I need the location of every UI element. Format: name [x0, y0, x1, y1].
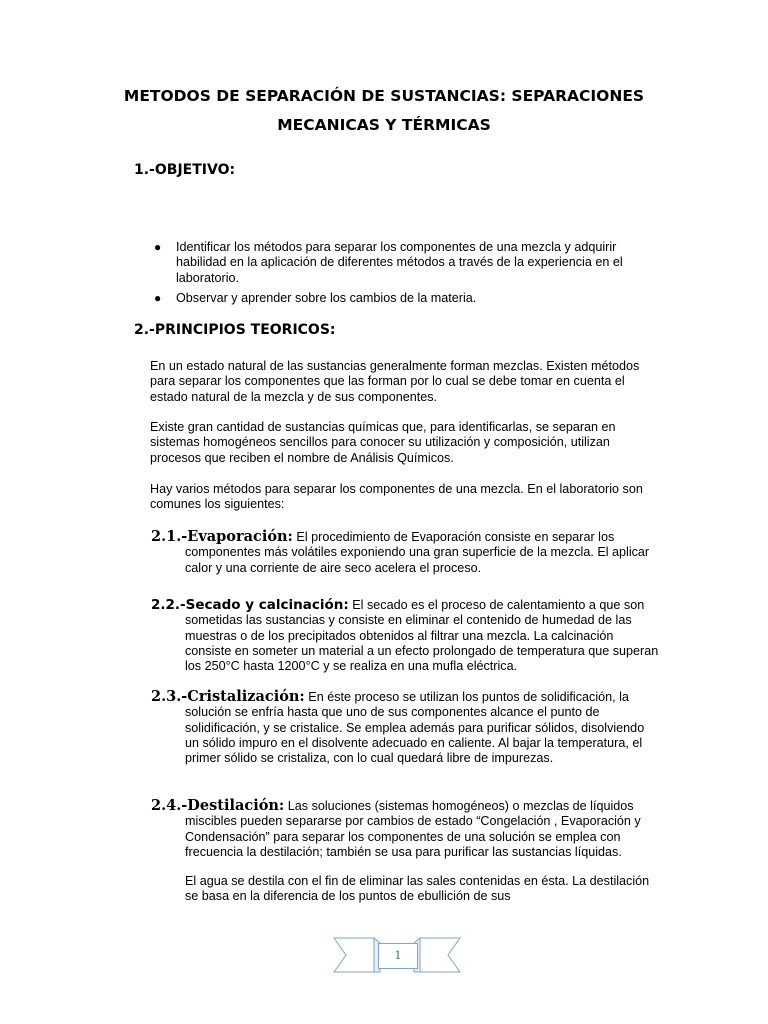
subsection-heading: 2.3.-Cristalización: — [151, 688, 305, 705]
paragraph: En un estado natural de las sustancias generalmente forman mezclas. Existen métodos para separar los componentes que las forman por lo cual se debe tomar en cuenta el estado natural de la mezcla y de sus componentes. — [150, 359, 640, 404]
subsection-body: sometidas las sustancias y consiste en eliminar el contenido de humedad de las muestras o de los precipitados obtenidos al filtrar una mezcla. La calcinación consiste en someter un material a un efecto prolongado de temperatura que superan los 250°C hasta 1200°C y se realiza en una mufla eléctrica. — [185, 613, 659, 674]
subsection-secado — [151, 598, 661, 674]
subsection-body: solución se enfría hasta que uno de sus componentes alcance el punto de solidificación, y se cristalice. Se emplea además para purificar sólidos, disolviendo un sólido impuro en el disolvente adecuado en caliente. Al bajar la temperatura, el primer sólido se cristaliza, con lo cual quedará libre de impurezas. — [185, 705, 645, 766]
bullet-text: Identificar los métodos para separar los componentes de una mezcla y adquirir habilidad en la aplicación de diferentes métodos a través de la experiencia en el laboratorio. — [176, 240, 623, 285]
subsection-body: componentes más volátiles exponiendo una gran superficie de la mezcla. El aplicar calor y una corriente de aire seco acelera el proceso. — [185, 545, 650, 575]
subsection-body: miscibles pueden separarse por cambios de estado “Congelación , Evaporación y Condensación” para separar los componentes de una solución se emplea con frecuencia la destilación; también se usa para purificar las sustancias líquidas. — [185, 814, 641, 859]
subsection-cristalizacion — [151, 689, 661, 766]
bullet-icon: ● — [154, 291, 162, 305]
section-heading-objetivo: 1.-OBJETIVO: — [134, 162, 236, 178]
subsection-first-line: El secado es el proceso de calentamiento a que son — [352, 598, 645, 612]
subsection-heading: 2.4.-Destilación: — [151, 797, 285, 814]
document-title — [90, 82, 678, 140]
bullet-icon: ● — [154, 240, 162, 254]
subsection-evaporacion — [151, 529, 661, 576]
bullet-item — [150, 291, 650, 307]
subsection-first-line: En éste proceso se utilizan los puntos de solidificación, la — [308, 690, 629, 704]
subsection-first-line: Las soluciones (sistemas homogéneos) o mezclas de líquidos — [287, 799, 634, 813]
subsection-first-line: El procedimiento de Evaporación consiste en separar los — [296, 530, 615, 544]
subsection-body-extra: El agua se destila con el fin de eliminar las sales contenidas en ésta. La destilación se basa en la diferencia de los puntos de ebullición de sus — [185, 874, 650, 904]
section-heading-principios: 2.-PRINCIPIOS TEORICOS: — [134, 322, 336, 338]
subsection-heading: 2.2.-Secado y calcinación: — [151, 597, 349, 613]
bullet-item — [150, 240, 650, 286]
subsection-heading: 2.1.-Evaporación: — [151, 528, 293, 545]
paragraph: Hay varios métodos para separar los componentes de una mezcla. En el laboratorio son comunes los siguientes: — [150, 482, 643, 512]
title-line-1: METODOS DE SEPARACIÓN DE SUSTANCIAS: SEPARACIONES — [123, 87, 645, 105]
bullet-text: Observar y aprender sobre los cambios de la materia. — [176, 291, 477, 305]
paragraph: Existe gran cantidad de sustancias químicas que, para identificarlas, se separan en sistemas homogéneos sencillos para conocer su utilización y composición, utilizan procesos que reciben el nombre de Análisis Químicos. — [150, 420, 616, 465]
subsection-destilacion — [151, 798, 661, 905]
title-line-2: MECANICAS Y TÉRMICAS — [277, 116, 491, 134]
page-number: 1 — [378, 943, 418, 969]
